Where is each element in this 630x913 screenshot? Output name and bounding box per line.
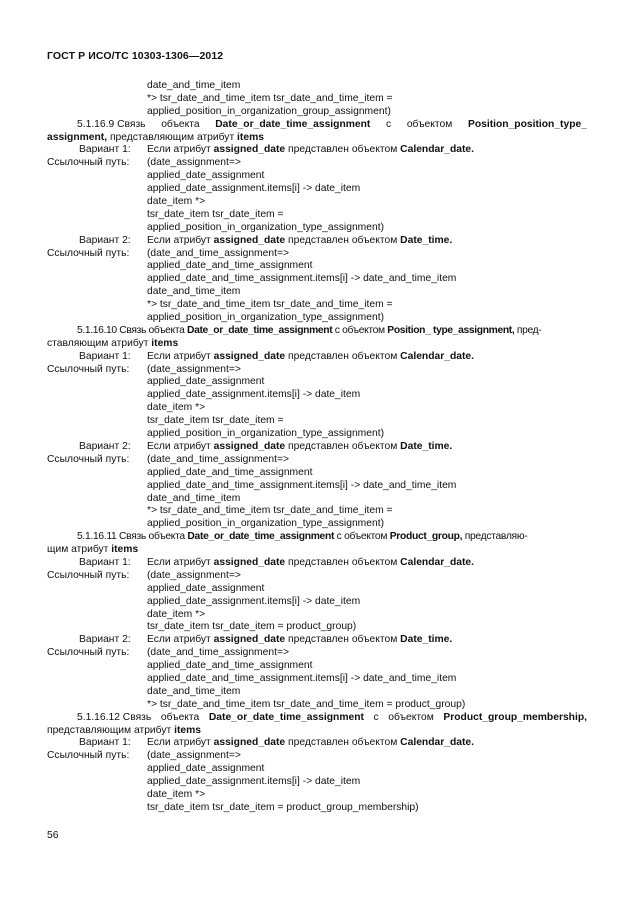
path-line: date_and_time_item: [147, 286, 241, 298]
path-line: tsr_date_item tsr_date_item = product_group_membership): [147, 801, 419, 813]
path-line: date_and_time_item: [147, 80, 241, 91]
section-heading-cont: assignment, представляющим атрибут items: [47, 131, 264, 143]
path-line: applied_position_in_organization_type_assignment): [147, 518, 384, 530]
path-line: applied_date_and_time_assignment.items[i] -> date_and_time_item: [147, 672, 457, 684]
path-line: applied_date_assignment.items[i] -> date_item: [147, 389, 361, 401]
document-body: [47, 80, 587, 815]
variant-2-line: Вариант 2: Если атрибут assigned_date представлен объектом Date_time.: [79, 440, 453, 452]
path-line: tsr_date_item tsr_date_item =: [147, 208, 284, 220]
path-line: *> tsr_date_and_time_item tsr_date_and_time_item =: [147, 505, 393, 517]
path-line: applied_date_and_time_assignment: [147, 466, 313, 478]
section-heading-5-1-16-12: 5.1.16.12 Связь объекта Date_or_date_time_assignment с объектом Product_group_membership,: [77, 711, 587, 723]
path-line: applied_date_and_time_assignment: [147, 660, 313, 672]
variant-1-line: Вариант 1: Если атрибут assigned_date представлен объектом Calendar_date.: [79, 144, 474, 156]
variant-1-line: Вариант 1: Если атрибут assigned_date представлен объектом Calendar_date.: [79, 350, 474, 362]
path-line: applied_position_in_organization_type_assignment): [147, 221, 384, 233]
path-line: applied_position_in_organization_group_assignment): [147, 105, 391, 117]
path-line: tsr_date_item tsr_date_item =: [147, 415, 284, 427]
path-line: date_and_time_item: [147, 492, 241, 504]
section-heading-5-1-16-9: 5.1.16.9 Связь объекта Date_or_date_time_assignment с объектом Position_position_type_: [77, 118, 587, 130]
path-line: tsr_date_item tsr_date_item = product_group): [147, 621, 357, 633]
ref-path-line: Ссылочный путь: (date_assignment=>: [47, 363, 241, 375]
ref-path-line: Ссылочный путь: (date_assignment=>: [47, 157, 241, 169]
ref-path-line: Ссылочный путь: (date_and_time_assignment=>: [47, 647, 289, 659]
path-line: date_item *>: [147, 608, 206, 620]
section-heading-5-1-16-11: 5.1.16.11 Связь объекта Date_or_date_time_assignment с объектом Product_group, представляю-: [77, 531, 528, 543]
path-line: applied_position_in_organization_type_assignment): [147, 312, 384, 324]
section-heading-cont: ставляющим атрибут items: [47, 337, 179, 349]
path-line: applied_date_assignment: [147, 376, 265, 388]
path-line: applied_position_in_organization_type_assignment): [147, 428, 384, 440]
path-line: *> tsr_date_and_time_item tsr_date_and_time_item =: [147, 299, 393, 311]
path-line: applied_date_assignment: [147, 170, 265, 182]
variant-2-line: Вариант 2: Если атрибут assigned_date представлен объектом Date_time.: [79, 234, 453, 246]
ref-path-line: Ссылочный путь: (date_assignment=>: [47, 569, 241, 581]
path-line: applied_date_assignment.items[i] -> date_item: [147, 776, 361, 788]
page-number: 56: [47, 830, 59, 841]
path-line: date_item *>: [147, 788, 206, 800]
ref-path-line: Ссылочный путь: (date_and_time_assignment=>: [47, 453, 289, 465]
document-header: ГОСТ Р ИСО/ТС 10303-1306—2012: [47, 50, 224, 62]
path-line: applied_date_and_time_assignment: [147, 260, 313, 272]
path-line: applied_date_assignment.items[i] -> date_item: [147, 183, 361, 195]
path-line: applied_date_assignment.items[i] -> date_item: [147, 595, 361, 607]
ref-path-line: Ссылочный путь: (date_assignment=>: [47, 750, 241, 762]
path-line: date_item *>: [147, 196, 206, 208]
path-line: applied_date_and_time_assignment.items[i] -> date_and_time_item: [147, 479, 457, 491]
variant-2-line: Вариант 2: Если атрибут assigned_date представлен объектом Date_time.: [79, 634, 453, 646]
path-line: date_item *>: [147, 402, 206, 414]
path-line: applied_date_assignment: [147, 763, 265, 775]
path-line: applied_date_and_time_assignment.items[i] -> date_and_time_item: [147, 273, 457, 285]
section-heading-5-1-16-10: 5.1.16.10 Связь объекта Date_or_date_time_assignment с объектом Position_ type_assignment, пред-: [77, 324, 542, 336]
path-line: *> tsr_date_and_time_item tsr_date_and_time_item = product_group): [147, 698, 466, 710]
path-line: applied_date_assignment: [147, 582, 265, 594]
section-heading-cont: представляющим атрибут items: [47, 724, 201, 736]
variant-1-line: Вариант 1: Если атрибут assigned_date представлен объектом Calendar_date.: [79, 556, 474, 568]
ref-path-line: Ссылочный путь: (date_and_time_assignment=>: [47, 247, 289, 259]
path-line: *> tsr_date_and_time_item tsr_date_and_time_item =: [147, 92, 393, 104]
variant-1-line: Вариант 1: Если атрибут assigned_date представлен объектом Calendar_date.: [79, 737, 474, 749]
section-heading-cont: щим атрибут items: [47, 544, 139, 556]
path-line: date_and_time_item: [147, 685, 241, 697]
